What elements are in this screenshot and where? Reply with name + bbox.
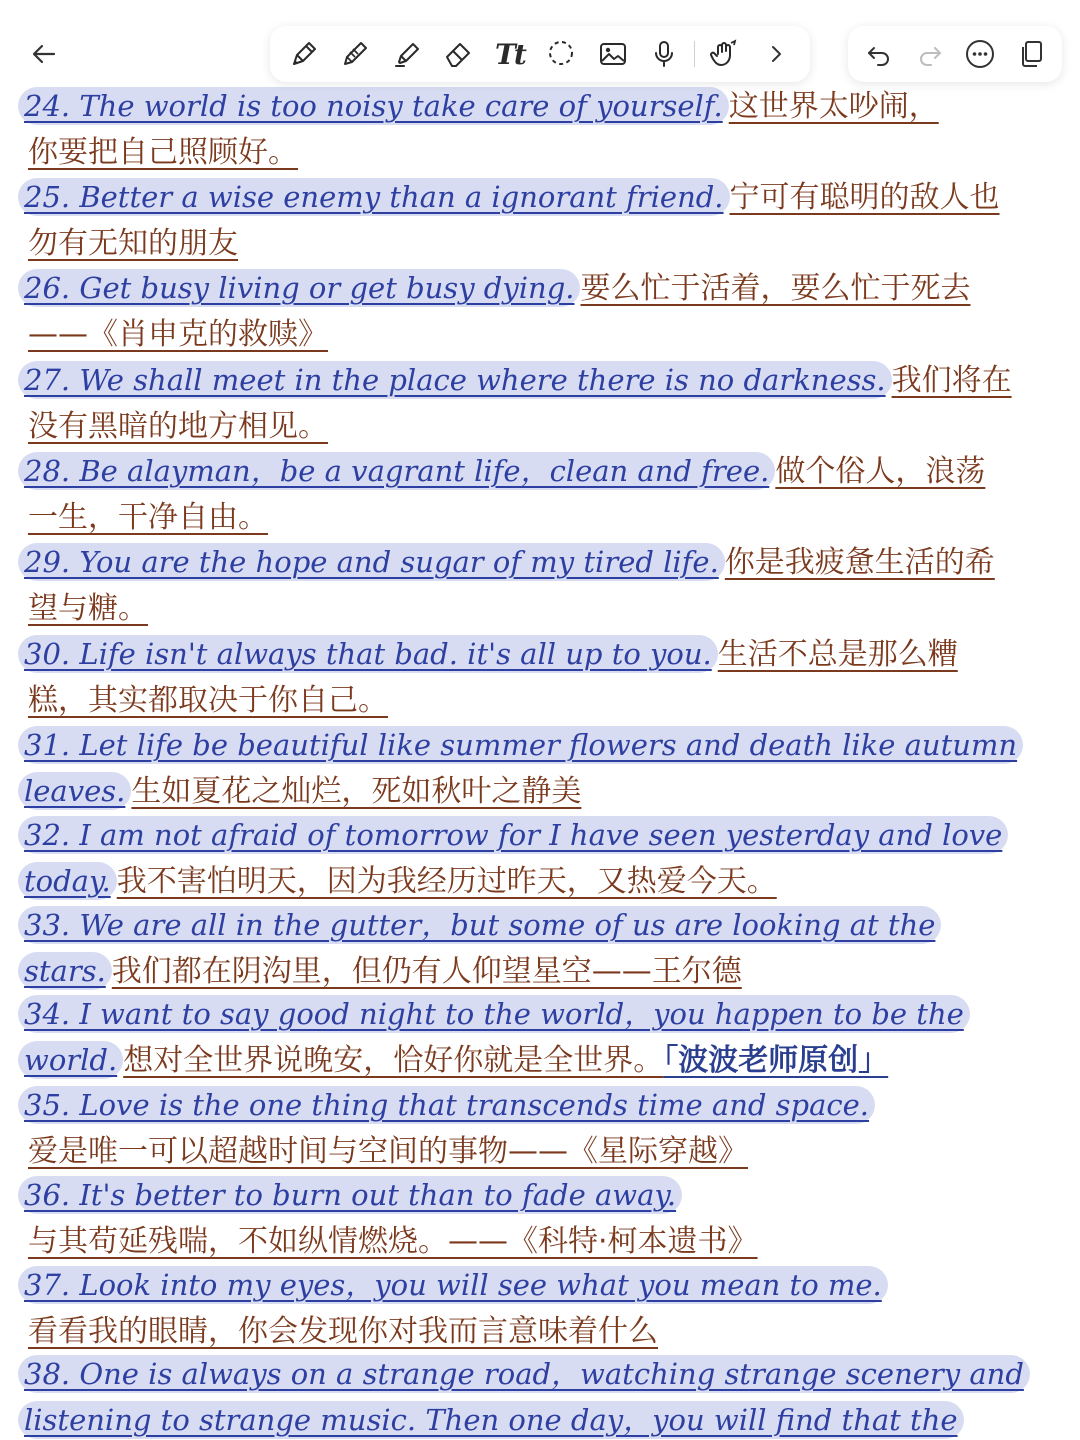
note-line (22, 130, 939, 176)
more-tools-button[interactable] (754, 32, 798, 76)
chinese-translation: 生如夏花之灿烂，死如秋叶之静美 (131, 773, 582, 809)
english-sentence: 38. One is always on a strange road，watching strange scenery and (18, 1355, 1030, 1393)
chinese-translation: 没有黑暗的地方相见。 (28, 408, 328, 444)
chinese-translation: 看看我的眼睛，你会发现你对我而言意味着什么 (28, 1313, 658, 1349)
note-line (22, 1219, 758, 1265)
note-line (22, 404, 1012, 450)
list-item (22, 540, 995, 631)
pages-button[interactable] (1009, 32, 1053, 76)
note-line (22, 1129, 875, 1175)
highlighter-icon (391, 38, 423, 70)
arrow-left-icon (30, 40, 58, 68)
microphone-icon (648, 38, 680, 70)
list-item (22, 1173, 758, 1264)
note-line (22, 495, 985, 541)
record-audio-button[interactable] (642, 32, 686, 76)
eraser-tool-button[interactable] (436, 32, 480, 76)
pencil-icon (339, 38, 371, 70)
pen-tool-button[interactable] (282, 32, 326, 76)
chinese-translation: 与其苟延残喘，不如纵情燃烧。——《科特·柯本遗书》 (28, 1223, 758, 1259)
chevron-right-icon (764, 42, 788, 66)
list-item (22, 1352, 1030, 1440)
note-line (22, 723, 1023, 769)
english-sentence: world. (18, 1041, 123, 1079)
note-line (22, 449, 985, 495)
chinese-translation: 你要把自己照顾好。 (28, 134, 298, 170)
chinese-translation: 望与糖。 (28, 590, 148, 626)
top-toolbar (0, 0, 1080, 86)
note-line (22, 632, 958, 678)
note-line (22, 813, 1008, 859)
redo-icon (916, 40, 944, 68)
chinese-translation: 做个俗人，浪荡 (775, 454, 986, 489)
note-line (22, 1173, 758, 1219)
note-line (22, 1398, 1030, 1440)
image-icon (597, 38, 629, 70)
note-line (22, 1352, 1030, 1398)
note-line (22, 1263, 888, 1309)
english-sentence: 35. Love is the one thing that transcends time and space. (18, 1086, 875, 1124)
chinese-translation: 勿有无知的朋友 (28, 225, 238, 261)
english-sentence: 25. Better a wise enemy than a ignorant friend. (18, 178, 730, 216)
back-button[interactable] (18, 28, 70, 80)
undo-icon (865, 40, 893, 68)
english-sentence: 33. We are all in the gutter，but some of us are looking at the (18, 906, 941, 944)
english-sentence: listening to strange music. Then one day，you will find that the (18, 1401, 964, 1439)
english-sentence: 34. I want to say good night to the world，you happen to be the (18, 995, 970, 1033)
chinese-translation: 一生，干净自由。 (28, 499, 268, 535)
note-line (22, 1083, 875, 1129)
chinese-translation: 我们将在 (891, 363, 1012, 398)
note-line (22, 266, 970, 312)
note-line (22, 312, 970, 358)
list-item (22, 1263, 888, 1354)
list-item (22, 86, 939, 175)
list-item (22, 632, 958, 723)
pages-icon (1016, 39, 1046, 69)
chinese-translation: 糕，其实都取决于你自己。 (28, 682, 388, 718)
list-item (22, 992, 970, 1083)
pencil-tool-button[interactable] (333, 32, 377, 76)
hand-pen-icon (709, 38, 741, 70)
undo-button[interactable] (857, 32, 901, 76)
list-item (22, 175, 1000, 266)
chinese-translation: 爱是唯一可以超越时间与空间的事物——《星际穿越》 (28, 1133, 748, 1169)
english-sentence: 28. Be alayman，be a vagrant life，clean and free. (18, 452, 775, 490)
note-line (22, 175, 1000, 221)
note-line (22, 540, 995, 586)
chinese-translation: 生活不总是那么糟 (717, 637, 958, 672)
author-credit: 「波波老师原创」 (663, 1042, 889, 1078)
redo-button[interactable] (908, 32, 952, 76)
image-tool-button[interactable] (591, 32, 635, 76)
chinese-translation: 要么忙于活着，要么忙于死去 (580, 271, 971, 306)
toolbar-divider (694, 41, 695, 67)
document-actions-bar (848, 26, 1062, 82)
note-line (22, 358, 1012, 404)
eraser-icon (442, 38, 474, 70)
highlighter-tool-button[interactable] (385, 32, 429, 76)
english-sentence: 32. I am not afraid of tomorrow for I have seen yesterday and love (18, 816, 1008, 854)
list-item (22, 723, 1023, 814)
note-line (22, 769, 1023, 815)
lasso-tool-button[interactable] (539, 32, 583, 76)
chinese-translation: ——《肖申克的救赎》 (28, 316, 328, 352)
note-canvas[interactable] (0, 86, 1080, 1440)
note-line (22, 586, 995, 632)
text-tool-icon: Tt (495, 37, 525, 71)
list-item (22, 813, 1008, 904)
list-item (22, 266, 970, 357)
note-line (22, 221, 1000, 267)
english-sentence: leaves. (18, 772, 131, 810)
note-line (22, 86, 939, 130)
hand-pen-tool-button[interactable] (703, 32, 747, 76)
more-button[interactable] (958, 32, 1002, 76)
note-line (22, 1038, 970, 1084)
english-sentence: 29. You are the hope and sugar of my tired life. (18, 543, 725, 581)
english-sentence: 37. Look into my eyes，you will see what you mean to me. (18, 1266, 888, 1304)
chinese-translation: 想对全世界说晚安，恰好你就是全世界。 (123, 1042, 664, 1078)
english-sentence: 31. Let life be beautiful like summer flowers and death like autumn (18, 726, 1023, 764)
chinese-translation: 宁可有聪明的敌人也 (729, 180, 1000, 215)
english-sentence: 30. Life isn't always that bad. it's all up to you. (18, 635, 718, 673)
drawing-tools-bar (270, 26, 810, 82)
chinese-translation: 你是我疲惫生活的希 (724, 545, 995, 580)
pen-icon (288, 38, 320, 70)
chinese-translation: 这世界太吵闹， (728, 89, 939, 124)
text-tool-button[interactable] (488, 32, 532, 76)
list-item (22, 1083, 875, 1174)
english-sentence: 26. Get busy living or get busy dying. (18, 269, 580, 307)
lasso-icon (545, 38, 577, 70)
note-line (22, 678, 958, 724)
english-sentence: stars. (18, 952, 112, 990)
list-item (22, 903, 941, 994)
more-icon (964, 38, 996, 70)
list-item (22, 449, 985, 540)
english-sentence: today. (18, 862, 117, 900)
chinese-translation: 我们都在阴沟里，但仍有人仰望星空——王尔德 (111, 953, 742, 989)
note-line (22, 992, 970, 1038)
note-line (22, 859, 1008, 905)
note-line (22, 903, 941, 949)
chinese-translation: 我不害怕明天，因为我经历过昨天，又热爱今天。 (116, 863, 777, 899)
list-item (22, 358, 1012, 449)
note-line (22, 949, 941, 995)
english-sentence: 24. The world is too noisy take care of yourself. (18, 87, 729, 125)
note-line (22, 1309, 888, 1355)
english-sentence: 36. It's better to burn out than to fade away. (18, 1176, 682, 1214)
english-sentence: 27. We shall meet in the place where there is no darkness. (18, 361, 892, 399)
